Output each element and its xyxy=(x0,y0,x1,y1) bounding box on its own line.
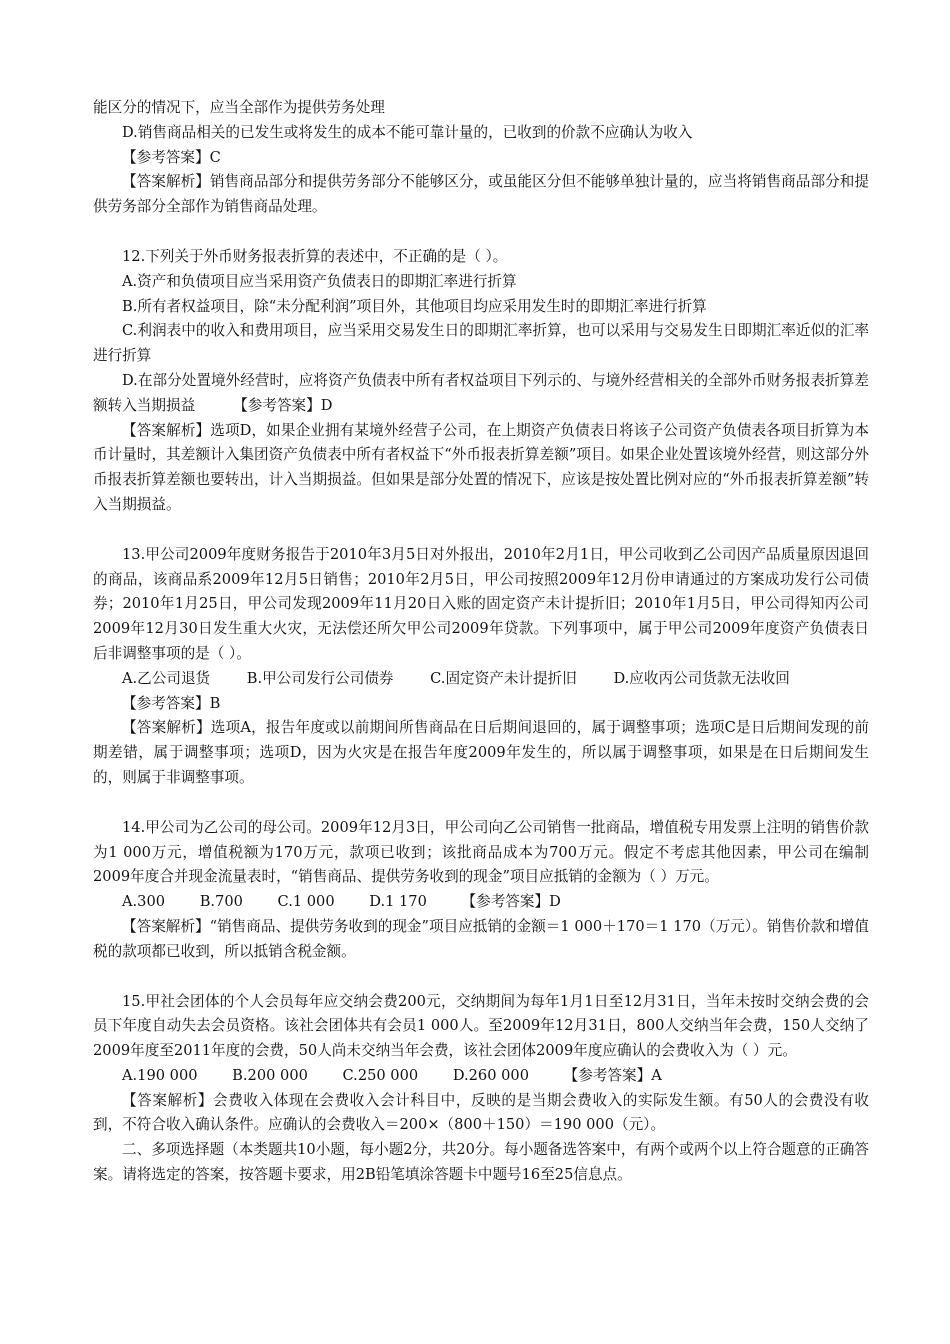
q11-option-d: D.销售商品相关的已发生或将发生的成本不能可靠计量的，已收到的价款不应确认为收入 xyxy=(122,123,693,141)
q13-stem: 13.甲公司2009年度财务报告于2010年3月5日对外报出，2010年2月1日，甲公司收到乙公司因产品质量原因退回的商品，该商品系2009年12月5日销售；2010年2月5日，甲公司按照2009年12月份申请通过的方案成功发行公司债券；2010年1月25日，甲公司发现2009年11月20日入账的固定资产未计提折旧；2010年1月5日，甲公司得知丙公司2009年12月30日发生重大火灾，无法偿还所欠甲公司2009年贷款。下列事项中，属于甲公司2009年度资产负债表日后非调整事项的是（ ）。 xyxy=(93,545,869,662)
q15-answer: 【参考答案】A xyxy=(563,1066,662,1084)
q12-option-a: A.资产和负债项目应当采用资产负债表日的即期汇率进行折算 xyxy=(122,272,517,290)
q15-options xyxy=(93,1064,869,1089)
q12-answer: 【参考答案】D xyxy=(233,396,333,414)
q12-analysis: 【答案解析】选项D，如果企业拥有某境外经营子公司，在上期资产负债表日将该子公司资产负债表各项目折算为本币计量时，其差额计入集团资产负债表中所有者权益下“外币报表折算差额”项目。如果企业处置该境外经营，则这部分外币报表折算差额也要转出，计入当期损益。但如果是部分处置的情况下，应该是按处置比例对应的“外币报表折算差额”转入当期损益。 xyxy=(93,421,869,513)
q15-option-d: D.260 000 xyxy=(452,1066,529,1084)
q13-answer: 【参考答案】B xyxy=(122,694,221,712)
q15-option-c: C.250 000 xyxy=(342,1066,419,1084)
q15-analysis: 【答案解析】会费收入体现在会费收入会计科目中，反映的是当期会费收入的实际发生额。有50人的会费没有收到，不符合收入确认条件。应确认的会费收入＝200×（800＋150）＝190 000（元）。 xyxy=(93,1091,869,1134)
q13-option-d: D.应收丙公司货款无法收回 xyxy=(613,669,790,687)
q13-analysis: 【答案解析】选项A，报告年度或以前期间所售商品在日后期间退回的，属于调整事项；选项C是日后期间发现的前期差错，属于调整事项；选项D，因为火灾是在报告年度2009年发生的，所以属于调整事项，如果是在日后期间发生的，则属于非调整事项。 xyxy=(93,719,869,786)
spacer xyxy=(93,791,869,816)
q11-analysis: 【答案解析】销售商品部分和提供劳务部分不能够区分，或虽能区分但不能够单独计量的，应当将销售商品部分和提供劳务部分全部作为销售商品处理。 xyxy=(93,173,869,216)
q15-option-a: A.190 000 xyxy=(122,1066,198,1084)
q12-stem: 12.下列关于外币财务报表折算的表述中，不正确的是（ ）。 xyxy=(122,247,508,265)
q12-option-b: B.所有者权益项目，除“未分配利润”项目外，其他项目均应采用发生时的即期汇率进行折算 xyxy=(122,297,707,315)
q12-option-d-line xyxy=(93,369,869,419)
spacer xyxy=(93,518,869,543)
q11-continuation: 能区分的情况下，应当全部作为提供劳务处理 xyxy=(93,99,385,116)
q14-option-a: A.300 xyxy=(122,893,166,911)
q13-option-a: A.乙公司退货 xyxy=(122,669,211,687)
q11-answer: 【参考答案】C xyxy=(122,148,221,166)
q12-option-c: C.利润表中的收入和费用项目，应当采用交易发生日的即期汇率折算，也可以采用与交易发生日即期汇率近似的汇率进行折算 xyxy=(93,322,869,365)
q13-option-c: C.固定资产未计提折旧 xyxy=(430,669,577,687)
document-page xyxy=(93,96,869,1188)
q14-stem: 14.甲公司为乙公司的母公司。2009年12月3日，甲公司向乙公司销售一批商品，增值税专用发票上注明的销售价款为1 000万元，增值税额为170万元，款项已收到；该批商品成本为700万元。假定不考虑其他因素，甲公司在编制2009年度合并现金流量表时，“销售商品、提供劳务收到的现金”项目应抵销的金额为（ ）万元。 xyxy=(93,818,869,886)
spacer xyxy=(93,220,869,245)
q15-stem: 15.甲社会团体的个人会员每年应交纳会费200元，交纳期间为每年1月1日至12月31日，当年未按时交纳会费的会员下年度自动失去会员资格。该社会团体共有会员1 000人。至2009年12月31日，800人交纳当年会费，150人交纳了2009年度至2011年度的会费，50人尚未交纳当年会费，该社会团体2009年度应确认的会费收入为（ ）元。 xyxy=(93,992,869,1060)
q14-answer: 【参考答案】D xyxy=(461,893,561,911)
q14-option-b: B.700 xyxy=(199,893,243,911)
spacer xyxy=(93,965,869,990)
q15-option-b: B.200 000 xyxy=(232,1066,308,1084)
q14-option-d: D.1 170 xyxy=(369,893,427,911)
q14-option-c: C.1 000 xyxy=(277,893,335,911)
q13-option-b: B.甲公司发行公司债券 xyxy=(246,669,394,687)
q13-options xyxy=(93,667,869,692)
q14-options xyxy=(93,890,869,915)
section-2-heading: 二、多项选择题（本类题共10小题，每小题2分，共20分。每小题备选答案中，有两个或两个以上符合题意的正确答案。请将选定的答案，按答题卡要求，用2B铅笔填涂答题卡中题号16至25信息点。 xyxy=(93,1141,869,1184)
q12-option-d: D.在部分处置境外经营时，应将资产负债表中所有者权益项目下列示的、与境外经营相关的全部外币财务报表折算差额转入当期损益 xyxy=(93,371,869,414)
q14-analysis: 【答案解析】“销售商品、提供劳务收到的现金”项目应抵销的金额＝1 000＋170＝1 170（万元）。销售价款和增值税的款项都已收到，所以抵销含税金额。 xyxy=(93,917,869,960)
